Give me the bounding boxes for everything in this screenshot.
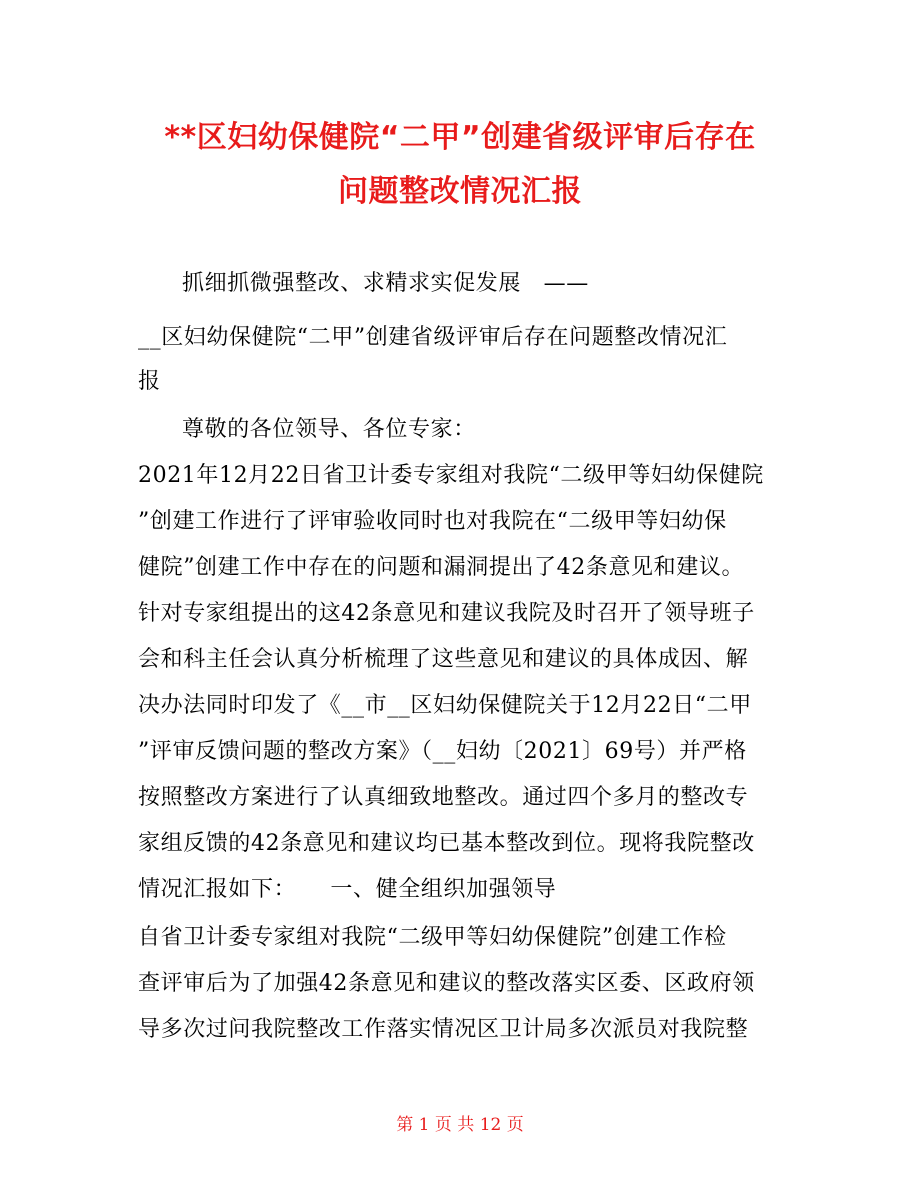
section-heading-line: 情况汇报如下： 一、健全组织加强领导	[138, 877, 557, 902]
paragraph-line: 决办法同时印发了《__市__区妇幼保健院关于12月22日“二甲	[138, 693, 752, 718]
paragraph-line: ”创建工作进行了评审验收同时也对我院在“二级甲等妇幼保	[138, 509, 727, 534]
subtitle-line-2: __区妇幼保健院“二甲”创建省级评审后存在问题整改情况汇	[138, 325, 728, 350]
paragraph-line: 查评审后为了加强42条意见和建议的整改落实区委、区政府领	[138, 971, 755, 996]
paragraph-line: 导多次过问我院整改工作落实情况区卫计局多次派员对我院整	[138, 1017, 749, 1042]
paragraph-line: 针对专家组提出的这42条意见和建议我院及时召开了领导班子	[138, 601, 755, 626]
paragraph-line: 按照整改方案进行了认真细致地整改。通过四个多月的整改专	[138, 785, 749, 810]
subtitle-line-1: 抓细抓微强整改、求精求实促发展 ——	[182, 271, 589, 296]
subtitle-line-3: 报	[138, 369, 161, 394]
document-title-line-2: 问题整改情况汇报	[338, 174, 582, 209]
page-number-footer: 第 1 页 共 12 页	[396, 1115, 524, 1135]
document-title-line-1: **区妇幼保健院“二甲”创建省级评审后存在	[164, 120, 756, 155]
paragraph-line: ”评审反馈问题的整改方案》（__妇幼〔2021〕69号）并严格	[138, 739, 747, 764]
salutation: 尊敬的各位领导、各位专家：	[182, 417, 476, 442]
paragraph-line: 家组反馈的42条意见和建议均已基本整改到位。现将我院整改	[138, 831, 755, 856]
paragraph-line: 会和科主任会认真分析梳理了这些意见和建议的具体成因、解	[138, 647, 749, 672]
paragraph-line: 2021年12月22日省卫计委专家组对我院“二级甲等妇幼保健院	[138, 463, 764, 488]
paragraph-line: 自省卫计委专家组对我院“二级甲等妇幼保健院”创建工作检	[138, 925, 727, 950]
paragraph-line: 健院”创建工作中存在的问题和漏洞提出了42条意见和建议。	[138, 555, 745, 580]
